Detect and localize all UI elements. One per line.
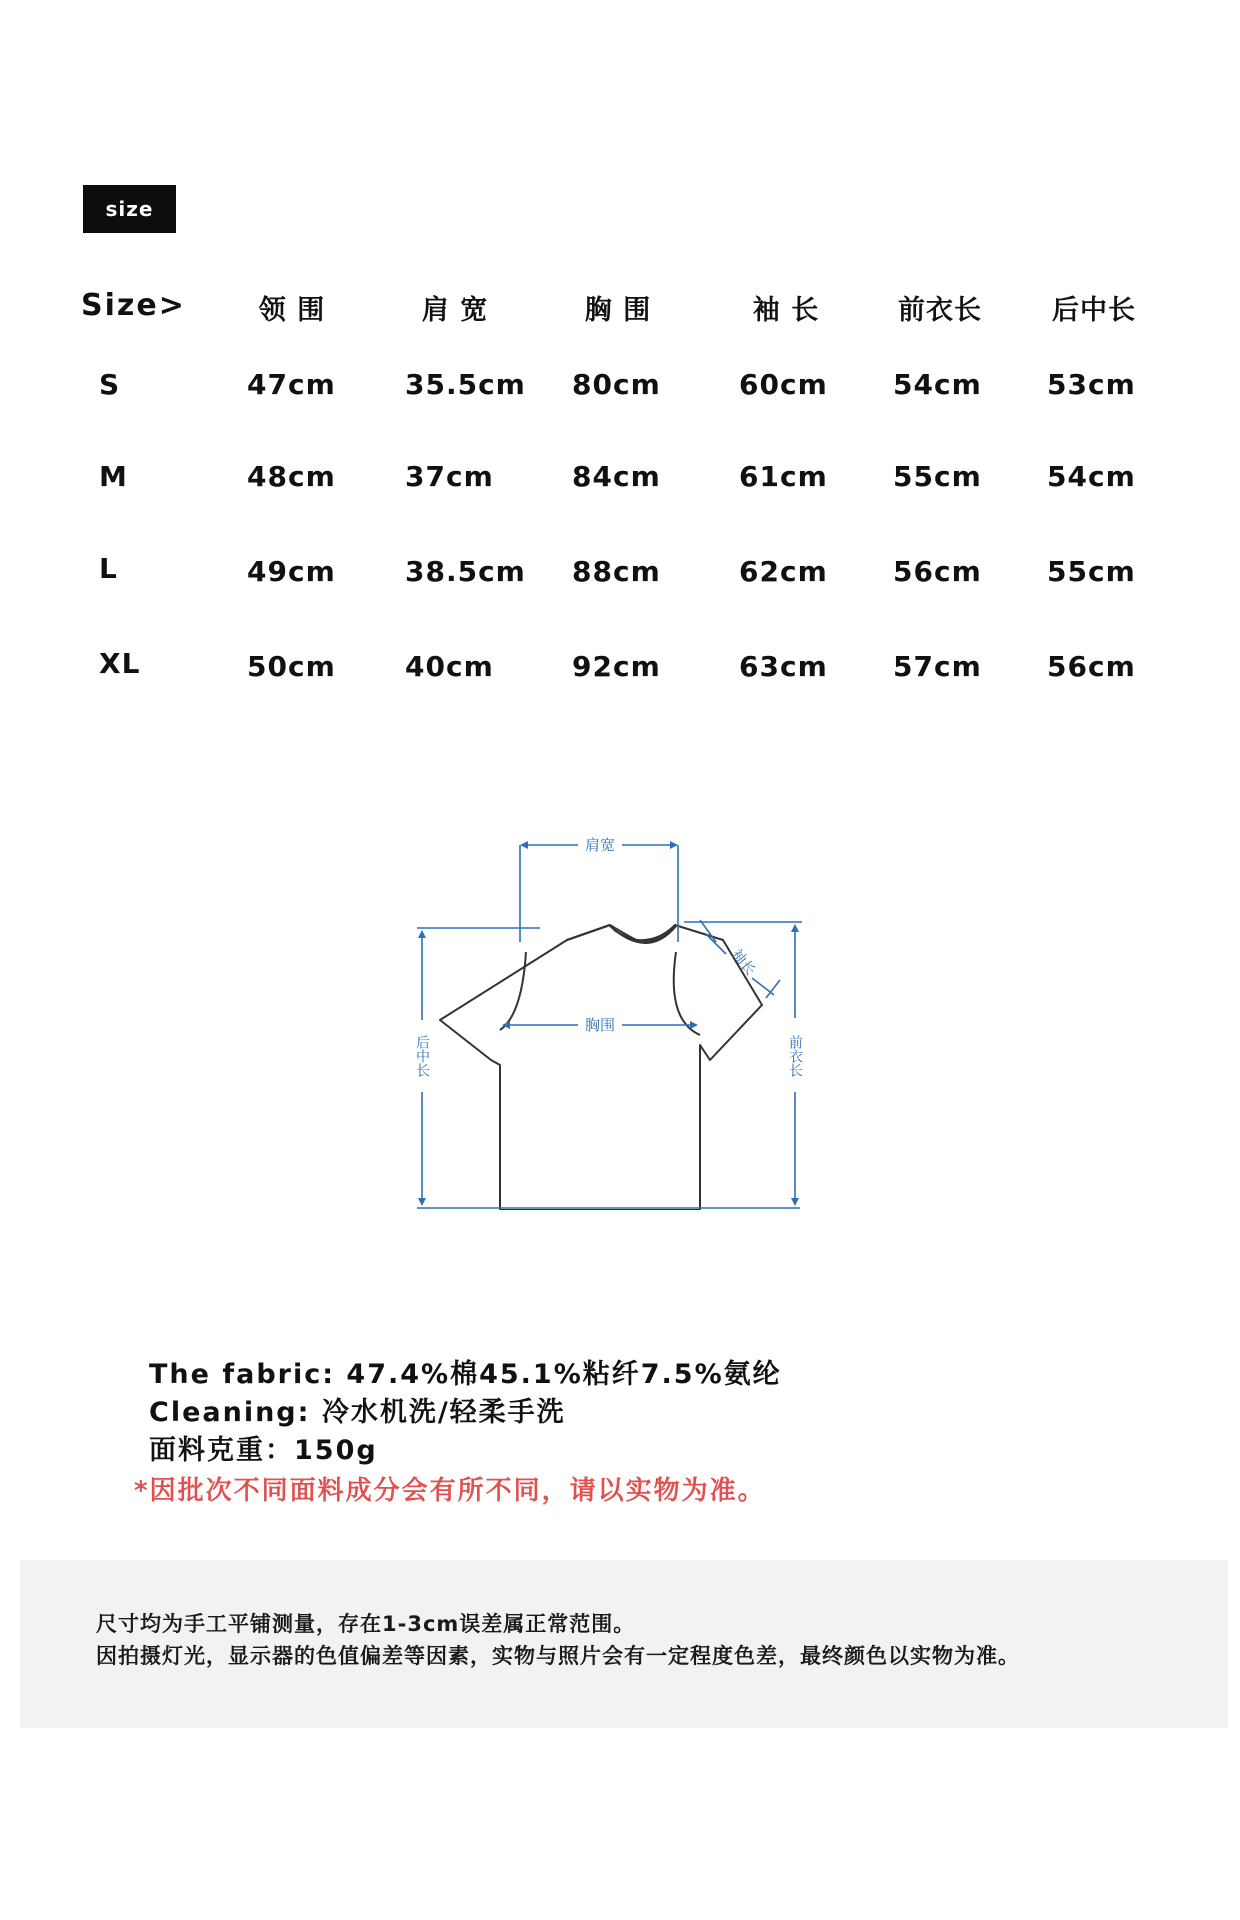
table-cell: 60cm	[739, 368, 828, 401]
table-cell: 37cm	[405, 460, 494, 493]
header-sleeve: 袖 长	[752, 295, 820, 326]
header-neck: 领 围	[258, 295, 326, 326]
table-cell: 88cm	[572, 555, 661, 588]
row-label-m: M	[99, 460, 128, 493]
table-cell: 50cm	[247, 650, 336, 683]
table-cell: 40cm	[405, 650, 494, 683]
label-back-length: 后中长	[414, 1035, 430, 1077]
header-shoulder: 肩 宽	[421, 295, 489, 326]
size-badge: size	[83, 185, 176, 233]
header-back-length: 后中长	[1052, 295, 1136, 326]
label-chest: 胸围	[584, 1016, 616, 1034]
table-cell: 55cm	[1047, 555, 1136, 588]
batch-note: *因批次不同面料成分会有所不同，请以实物为准。	[134, 1476, 766, 1506]
table-cell: 54cm	[1047, 460, 1136, 493]
header-front-length: 前衣长	[898, 295, 982, 326]
row-label-s: S	[99, 368, 121, 401]
footer-line-color: 因拍摄灯光，显示器的色值偏差等因素，实物与照片会有一定程度色差，最终颜色以实物为准。	[96, 1644, 1020, 1668]
row-label-l: L	[99, 552, 118, 585]
table-cell: 84cm	[572, 460, 661, 493]
header-size: Size>	[81, 288, 186, 323]
table-cell: 47cm	[247, 368, 336, 401]
tshirt-measurement-diagram	[400, 830, 840, 1210]
footer-notice	[20, 1560, 1228, 1728]
table-cell: 56cm	[893, 555, 982, 588]
table-cell: 54cm	[893, 368, 982, 401]
tshirt-outline	[440, 925, 762, 1210]
table-cell: 61cm	[739, 460, 828, 493]
table-cell: 62cm	[739, 555, 828, 588]
header-chest: 胸 围	[584, 295, 652, 326]
label-front-length: 前衣长	[787, 1035, 803, 1077]
cleaning-instructions: Cleaning: 冷水机洗/轻柔手洗	[149, 1397, 566, 1428]
table-cell: 55cm	[893, 460, 982, 493]
table-cell: 57cm	[893, 650, 982, 683]
label-sleeve: 袖长	[728, 946, 759, 979]
fabric-weight: 面料克重：150g	[149, 1435, 378, 1466]
table-cell: 49cm	[247, 555, 336, 588]
table-cell: 56cm	[1047, 650, 1136, 683]
fabric-composition: The fabric: 47.4%棉45.1%粘纤7.5%氨纶	[149, 1359, 782, 1390]
table-cell: 35.5cm	[405, 368, 526, 401]
table-cell: 48cm	[247, 460, 336, 493]
size-table	[0, 0, 1240, 720]
table-cell: 63cm	[739, 650, 828, 683]
fabric-info	[149, 1356, 1049, 1470]
label-shoulder: 肩宽	[584, 836, 616, 854]
footer-line-measurement: 尺寸均为手工平铺测量，存在1-3cm误差属正常范围。	[96, 1612, 636, 1636]
table-cell: 80cm	[572, 368, 661, 401]
table-cell: 38.5cm	[405, 555, 526, 588]
table-cell: 53cm	[1047, 368, 1136, 401]
row-label-xl: XL	[99, 647, 141, 680]
table-cell: 92cm	[572, 650, 661, 683]
